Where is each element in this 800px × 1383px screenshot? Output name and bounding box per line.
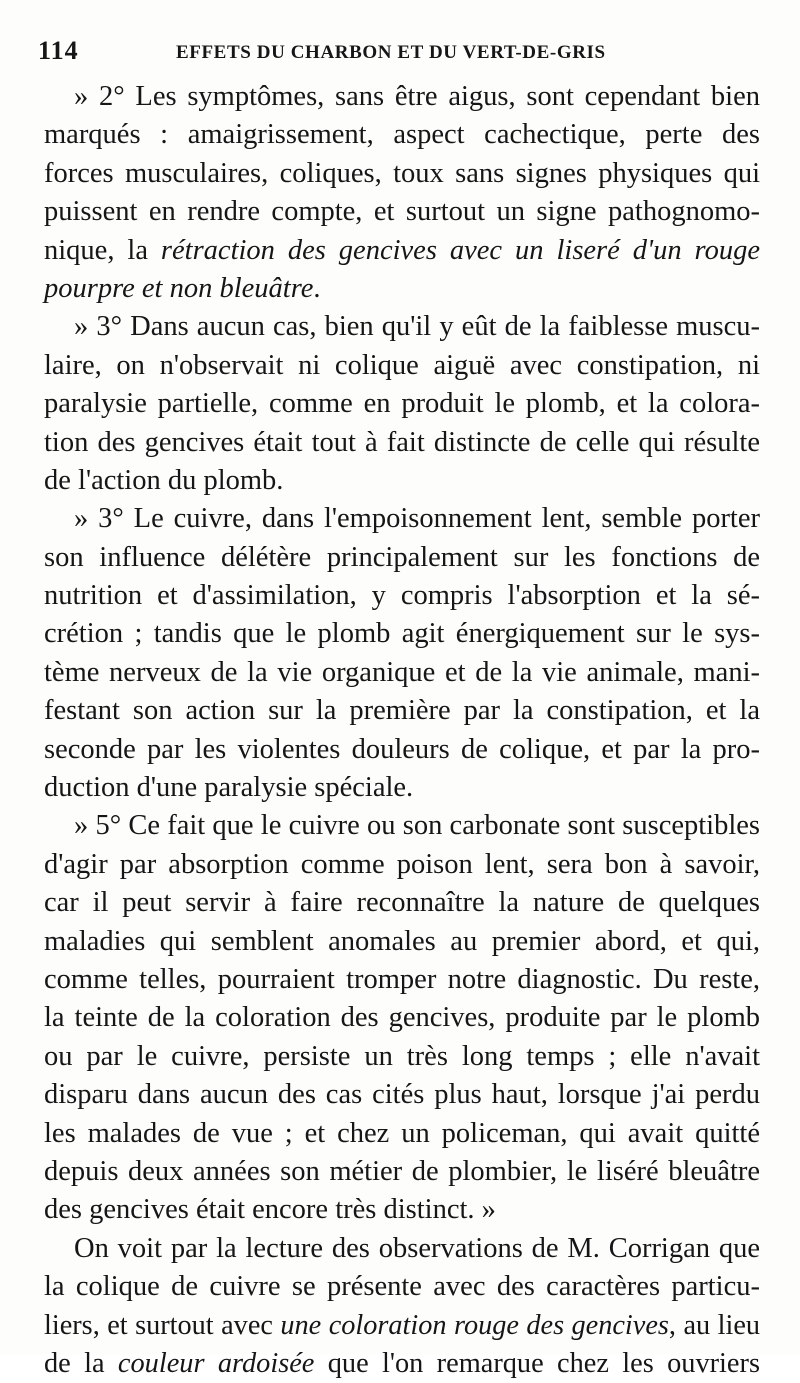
text-line: liers, et surtout avec une coloration rouge des gencives, au lieu: [44, 1309, 761, 1341]
text-line: On voit par la lecture des observations de M. Corrigan que: [74, 1232, 760, 1264]
text-line: d'agir par absorption comme poison lent, sera bon à savoir,: [44, 848, 760, 880]
text-line: de l'action du plomb.: [44, 464, 284, 496]
text-line: » 3° Le cuivre, dans l'empoisonnement lent, semble porter: [74, 503, 760, 535]
text-line: laire, on n'observait ni colique aiguë avec constipation, ni: [44, 349, 760, 381]
text-line: des gencives était encore très distinct. »: [44, 1194, 496, 1226]
text-line: tion des gencives était tout à fait distincte de celle qui résulte: [44, 426, 760, 458]
text-line: puissent en rendre compte, et surtout un signe pathognomo-: [44, 196, 760, 228]
body-text: [44, 78, 760, 1383]
text-line: festant son action sur la première par la constipation, et la: [44, 695, 760, 727]
text-line: comme telles, pourraient tromper notre diagnostic. Du reste,: [44, 963, 760, 995]
text-line: duction d'une paralysie spéciale.: [44, 772, 414, 804]
text-line: paralysie partielle, comme en produit le plomb, et la colora-: [44, 388, 760, 420]
text-line: la colique de cuivre se présente avec des caractères particu-: [44, 1271, 760, 1303]
text-line: son influence délétère principalement sur les fonctions de: [44, 541, 760, 573]
text-line: crétion ; tandis que le plomb agit énergiquement sur le sys-: [44, 618, 760, 650]
text-line: car il peut servir à faire reconnaître la nature de quelques: [44, 887, 760, 919]
text-line: » 5° Ce fait que le cuivre ou son carbonate sont susceptibles: [74, 810, 760, 842]
text-line: depuis deux années son métier de plombier, le liséré bleuâtre: [44, 1155, 760, 1187]
page-header: [38, 36, 758, 70]
text-line: pourpre et non bleuâtre.: [44, 272, 321, 304]
text-line: de la couleur ardoisée que l'on remarque chez les ouvriers: [44, 1347, 760, 1379]
text-line: disparu dans aucun des cas cités plus haut, lorsque j'ai perdu: [44, 1079, 760, 1111]
text-line: nique, la rétraction des gencives avec un liseré d'un rouge: [44, 234, 760, 266]
text-line: ou par le cuivre, persiste un très long temps ; elle n'avait: [44, 1040, 760, 1072]
text-line: nutrition et d'assimilation, y compris l'absorption et la sé-: [44, 580, 760, 612]
text-line: les malades de vue ; et chez un policeman, qui avait quitté: [44, 1117, 760, 1149]
text-line: » 2° Les symptômes, sans être aigus, sont cependant bien: [74, 81, 760, 112]
text-line: marqués : amaigrissement, aspect cachectique, perte des: [44, 119, 760, 151]
text-line: » 3° Dans aucun cas, bien qu'il y eût de la faiblesse muscu-: [74, 311, 760, 343]
text-line: seconde par les violentes douleurs de colique, et par la pro-: [44, 733, 760, 765]
text-line: tème nerveux de la vie organique et de la vie animale, mani-: [44, 656, 760, 688]
text-line: maladies qui semblent anomales au premier abord, et qui,: [44, 925, 760, 957]
running-title: EFFETS DU CHARBON ET DU VERT-DE-GRIS: [176, 42, 606, 63]
text-line: la teinte de la coloration des gencives, produite par le plomb: [44, 1002, 760, 1034]
text-line: forces musculaires, coliques, toux sans signes physiques qui: [44, 157, 760, 189]
page-number: 114: [38, 36, 79, 65]
